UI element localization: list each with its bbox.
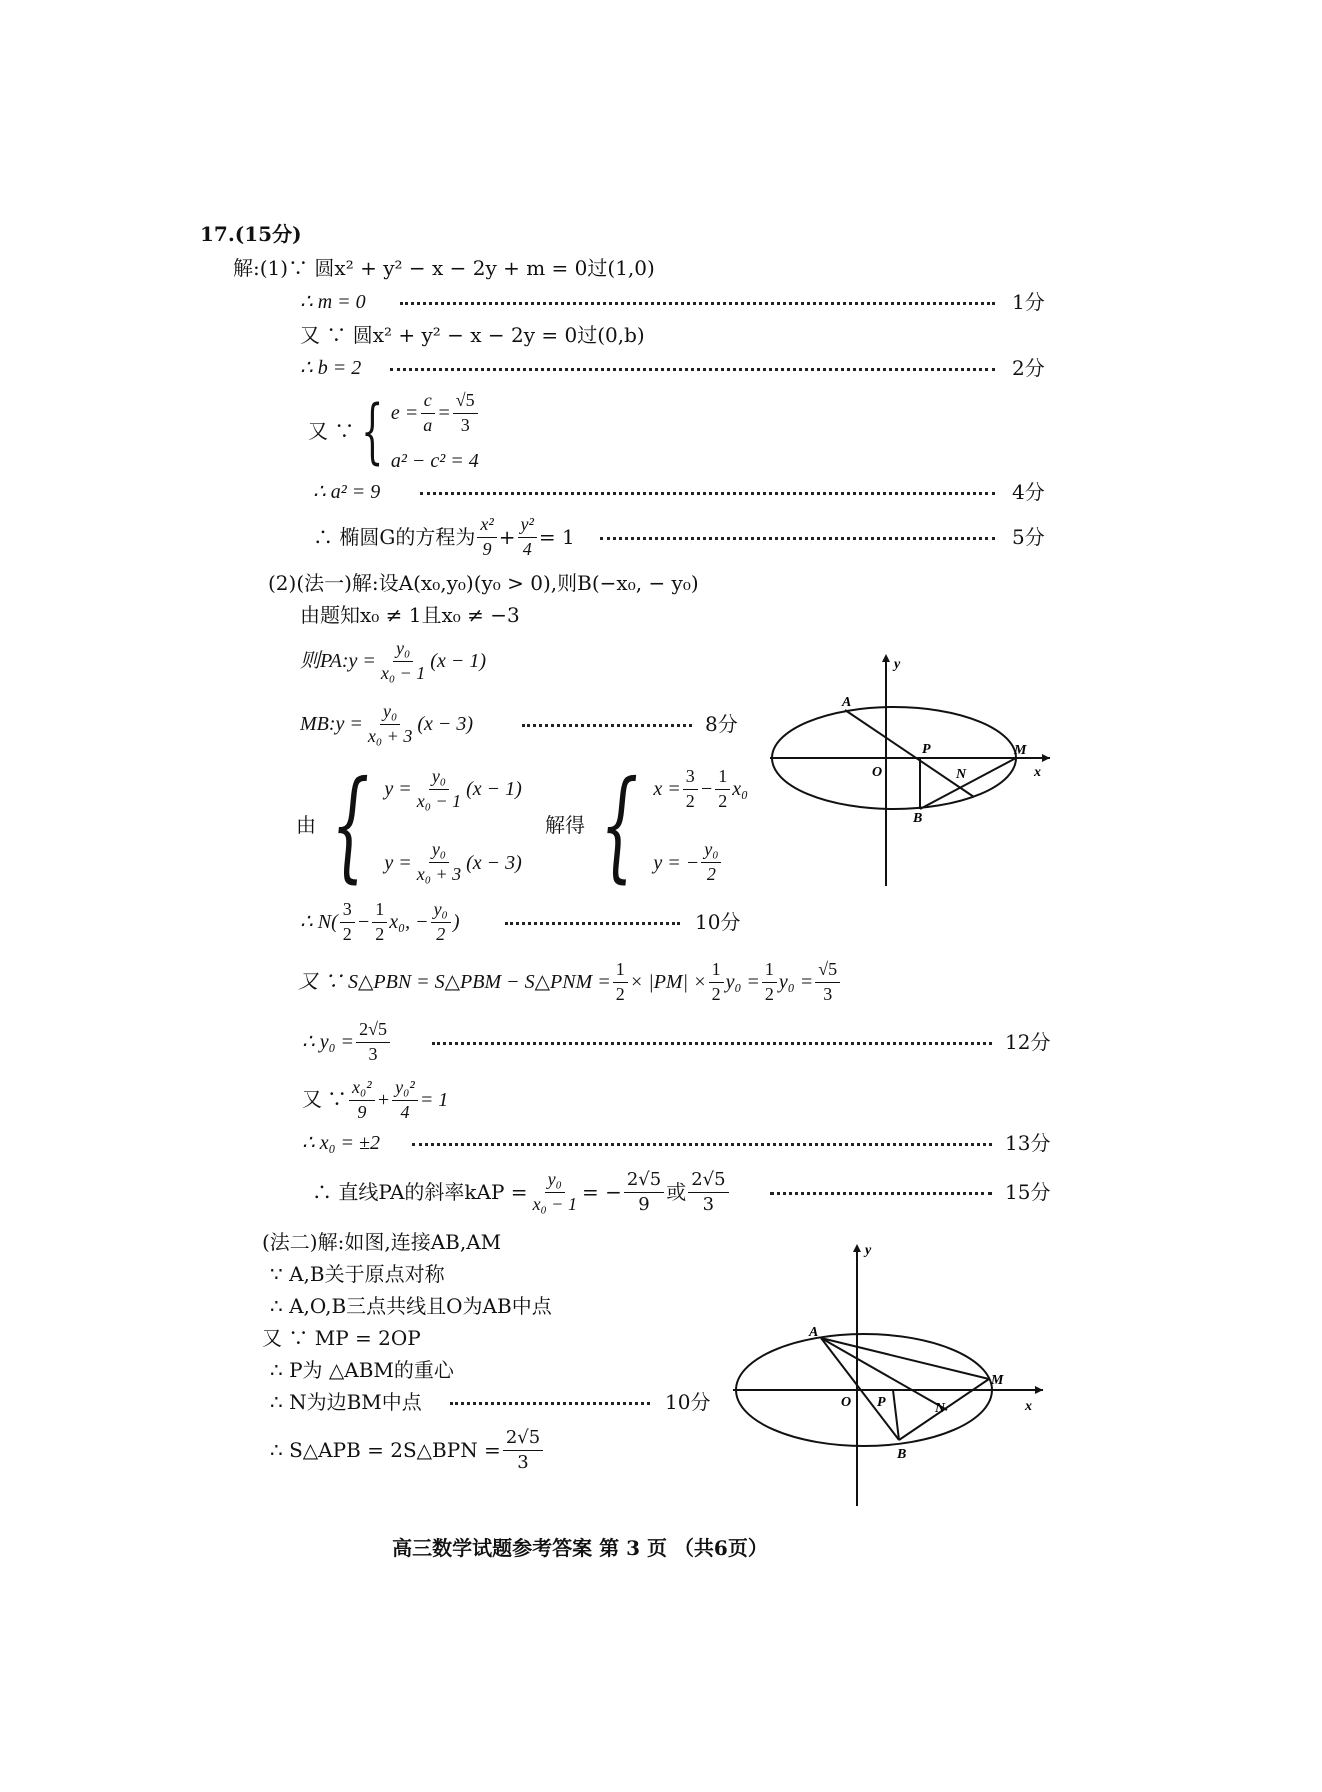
tail: (x − 1) xyxy=(466,778,522,801)
leader-dots xyxy=(400,302,995,305)
close-paren: ) xyxy=(452,911,460,933)
numerator: y₀ xyxy=(380,702,400,725)
equals-one: = 1 xyxy=(538,525,575,549)
numerator: y₀ xyxy=(429,840,449,863)
label-a: A xyxy=(842,695,852,710)
denominator: 2 xyxy=(615,983,625,1004)
fraction xyxy=(709,960,724,1005)
fraction xyxy=(365,702,415,747)
label-m: M xyxy=(1014,743,1027,758)
label-b: B xyxy=(897,1447,907,1462)
leader-dots xyxy=(450,1402,650,1405)
ellipse-figure-2 xyxy=(725,1240,1055,1510)
system-rows xyxy=(391,391,480,471)
denominator: 3 xyxy=(368,1043,378,1064)
slope-prefix: ∴ 直线PA的斜率kAP = xyxy=(312,1180,528,1204)
leader-dots xyxy=(420,492,995,495)
score-2: 2分 xyxy=(1012,356,1045,380)
fraction xyxy=(715,767,730,812)
problem-points: (15分) xyxy=(234,222,302,246)
label-x: x xyxy=(1034,765,1041,780)
solution-row-y xyxy=(653,840,748,885)
part1-intro: 解:(1)∵ 圆x² + y² − x − 2y + m = 0过(1,0) xyxy=(233,256,655,280)
tail: (x − 3) xyxy=(466,851,522,874)
fraction xyxy=(392,1078,418,1123)
label-m: M xyxy=(991,1373,1004,1388)
plus: + xyxy=(376,1089,391,1111)
fraction xyxy=(688,1170,728,1215)
denominator: 4 xyxy=(400,1101,410,1122)
part1-line-m: ∴ m = 0 xyxy=(300,291,366,313)
solution-system xyxy=(545,756,749,895)
denominator: 2 xyxy=(342,923,352,944)
denominator: x₀ − 1 xyxy=(532,1193,577,1214)
fraction xyxy=(701,840,721,885)
system-rows xyxy=(384,767,521,885)
fraction xyxy=(518,515,537,560)
label-b: B xyxy=(913,811,923,826)
fraction xyxy=(414,840,464,885)
part2a-condition: 由题知x₀ ≠ 1且x₀ ≠ −3 xyxy=(300,603,520,627)
numerator: y₀ xyxy=(429,767,449,790)
fraction xyxy=(349,1078,375,1123)
numerator: 1 xyxy=(709,960,724,983)
label-o: O xyxy=(872,765,883,780)
part1-line-circle2: 又 ∵ 圆x² + y² − x − 2y = 0过(0,b) xyxy=(300,323,645,347)
left-brace: { xyxy=(361,390,384,472)
numerator: y₀ xyxy=(701,840,721,863)
minus: − xyxy=(699,778,714,801)
or: 或 xyxy=(666,1180,687,1204)
ell-prefix: 又 ∵ xyxy=(302,1089,347,1111)
y-label: y = xyxy=(384,851,412,874)
mb-label: MB:y = xyxy=(300,713,363,735)
numerator: √5 xyxy=(815,960,840,983)
jiede-label: 解得 xyxy=(545,815,585,837)
denominator: a xyxy=(423,414,433,435)
numerator: √5 xyxy=(453,391,478,414)
part2a-intro: (2)(法一)解:设A(x₀,y₀)(y₀ > 0),则B(−x₀, − y₀) xyxy=(268,571,699,595)
numerator: y₀² xyxy=(392,1078,418,1101)
y-arrow xyxy=(853,1244,861,1252)
problem-header xyxy=(200,224,302,244)
page-footer: 高三数学试题参考答案 第 3 页 （共6页） xyxy=(392,1536,768,1560)
y0-value xyxy=(302,1018,392,1066)
fraction xyxy=(378,639,428,684)
y0-prefix: ∴ y₀ = xyxy=(302,1031,355,1053)
solution-row-x xyxy=(653,767,748,812)
leader-dots xyxy=(522,724,692,727)
label-x: x xyxy=(1025,1399,1032,1414)
score-8: 8分 xyxy=(705,712,738,736)
point-n xyxy=(300,898,459,946)
system-row-ac: a² − c² = 4 xyxy=(390,450,479,472)
ellipse-check xyxy=(302,1076,448,1124)
label-y: y xyxy=(865,1243,872,1258)
denominator: 9 xyxy=(482,538,492,559)
leader-dots xyxy=(770,1192,992,1195)
part2b-l3: 又 ∵ MP = 2OP xyxy=(262,1326,421,1350)
denominator: 2 xyxy=(711,983,721,1004)
left-brace: { xyxy=(600,756,639,895)
fraction xyxy=(815,960,840,1005)
x-arrow xyxy=(1035,1386,1043,1394)
leader-dots xyxy=(412,1143,992,1146)
line-mb xyxy=(300,700,473,748)
area-equation xyxy=(298,958,842,1006)
x0: x₀ xyxy=(732,778,749,801)
mb-tail: (x − 3) xyxy=(417,713,474,735)
fraction xyxy=(356,1020,390,1065)
fraction xyxy=(431,900,451,945)
numerator: y₀ xyxy=(431,900,451,923)
label-p: P xyxy=(922,742,931,757)
ellipse-text: ∴ 椭圆G的方程为 xyxy=(313,525,476,549)
minus: − xyxy=(356,911,371,933)
numerator: 3 xyxy=(340,900,355,923)
fraction xyxy=(372,900,387,945)
area-prefix: ∴ S△APB = 2S△BPN = xyxy=(270,1438,501,1462)
system-prefix: 又 ∵ xyxy=(308,419,355,443)
x-label: x = xyxy=(653,778,681,801)
leader-dots xyxy=(390,368,995,371)
part2b-intro: (法二)解:如图,连接AB,AM xyxy=(262,1230,502,1254)
denominator: 2 xyxy=(764,983,774,1004)
score-15: 15分 xyxy=(1005,1180,1051,1204)
numerator: 1 xyxy=(715,767,730,790)
part1-line-b: ∴ b = 2 xyxy=(300,357,362,379)
y-label: y = xyxy=(384,778,412,801)
label-n: N xyxy=(935,1401,946,1416)
fraction xyxy=(613,960,628,1005)
system-row-1 xyxy=(384,767,521,812)
fraction xyxy=(503,1428,543,1473)
y-label: y = − xyxy=(653,851,700,874)
score-10: 10分 xyxy=(695,910,741,934)
denominator: 2 xyxy=(685,790,695,811)
plus: + xyxy=(498,525,516,549)
part2b-l2: ∴ A,O,B三点共线且O为AB中点 xyxy=(270,1294,552,1318)
denominator: 3 xyxy=(460,414,470,435)
equals-one: = 1 xyxy=(419,1089,449,1111)
numerator: 1 xyxy=(613,960,628,983)
numerator: 3 xyxy=(683,767,698,790)
problem-number: 17. xyxy=(200,222,235,246)
score-12: 12分 xyxy=(1005,1030,1051,1054)
equals: = xyxy=(437,402,451,425)
segment-ap xyxy=(845,710,974,797)
numerator: 2√5 xyxy=(624,1170,664,1193)
y-arrow xyxy=(882,654,890,662)
denominator: 4 xyxy=(522,538,532,559)
fraction xyxy=(762,960,777,1005)
y0-part: y₀ = xyxy=(725,971,760,993)
label-n: N xyxy=(956,767,967,782)
left-brace: { xyxy=(331,756,370,895)
denominator: x₀ − 1 xyxy=(380,662,426,683)
score-13: 13分 xyxy=(1005,1131,1051,1155)
numerator: y₀ xyxy=(545,1170,565,1193)
x-arrow xyxy=(1042,754,1050,762)
numerator: y₀ xyxy=(393,639,413,662)
denominator: 3 xyxy=(517,1451,529,1473)
leader-dots xyxy=(432,1042,992,1045)
score-5: 5分 xyxy=(1012,525,1045,549)
part2b-l4: ∴ P为 △ABM的重心 xyxy=(270,1358,454,1382)
denominator: 2 xyxy=(375,923,385,944)
leader-dots xyxy=(600,537,995,540)
denominator: 2 xyxy=(718,790,728,811)
denominator: x₀ + 3 xyxy=(416,864,462,885)
segment-bm xyxy=(920,758,1016,809)
numerator: 2√5 xyxy=(356,1020,390,1043)
y0-part: y₀ = xyxy=(778,971,814,993)
numerator: 2√5 xyxy=(503,1428,543,1451)
denominator: 2 xyxy=(436,923,446,944)
area-prefix: 又 ∵ S△PBN = S△PBM − S△PNM = xyxy=(298,971,611,993)
leader-dots xyxy=(505,922,680,925)
system-lines xyxy=(296,756,522,895)
numerator: x₀² xyxy=(349,1078,375,1101)
score-1: 1分 xyxy=(1012,290,1045,314)
fraction xyxy=(420,391,435,436)
numerator: 2√5 xyxy=(688,1170,728,1193)
part1-ellipse-eq xyxy=(313,513,575,561)
system-rows xyxy=(653,767,748,885)
denominator: x₀ − 1 xyxy=(416,790,462,811)
part2b-area xyxy=(270,1424,545,1476)
fraction xyxy=(414,767,464,812)
denominator: x₀ + 3 xyxy=(367,725,413,746)
score-10b: 10分 xyxy=(665,1390,711,1414)
system-row-2 xyxy=(384,840,521,885)
part1-line-a2: ∴ a² = 9 xyxy=(313,481,381,503)
fraction xyxy=(340,900,355,945)
fraction xyxy=(530,1170,580,1215)
fraction xyxy=(453,391,478,436)
segment-am xyxy=(821,1338,989,1379)
numerator: c xyxy=(421,391,435,414)
line-pa xyxy=(300,637,486,685)
equals-minus: = − xyxy=(581,1180,622,1204)
x0-part: x₀, − xyxy=(389,911,429,933)
part1-system xyxy=(308,388,480,474)
numerator: y² xyxy=(518,515,537,538)
fraction xyxy=(624,1170,664,1215)
denominator: 9 xyxy=(357,1101,367,1122)
label-o: O xyxy=(841,1395,852,1410)
you-label: 由 xyxy=(296,815,316,837)
slope-result xyxy=(312,1166,731,1218)
label-y: y xyxy=(894,657,901,672)
pa-tail: (x − 1) xyxy=(430,650,486,672)
pm-part: × |PM| × xyxy=(629,971,707,993)
n-prefix: ∴ N( xyxy=(300,911,338,933)
numerator: 1 xyxy=(762,960,777,983)
denominator: 9 xyxy=(638,1193,650,1215)
part2b-l5: ∴ N为边BM中点 xyxy=(270,1390,422,1414)
part2b-l1: ∵ A,B关于原点对称 xyxy=(270,1262,445,1286)
pa-label: 则PA:y = xyxy=(300,650,376,672)
fraction xyxy=(683,767,698,812)
x0-value: ∴ x₀ = ±2 xyxy=(302,1132,381,1154)
label-p: P xyxy=(877,1395,886,1410)
numerator: 1 xyxy=(372,900,387,923)
numerator: x² xyxy=(477,515,496,538)
system-row-e xyxy=(391,391,480,436)
ellipse-figure-1 xyxy=(760,650,1060,890)
label-a: A xyxy=(809,1325,819,1340)
fraction xyxy=(477,515,496,560)
e-label: e = xyxy=(390,402,419,425)
denominator: 3 xyxy=(823,983,833,1004)
denominator: 3 xyxy=(702,1193,715,1215)
score-4: 4分 xyxy=(1012,480,1045,504)
denominator: 2 xyxy=(706,864,716,885)
